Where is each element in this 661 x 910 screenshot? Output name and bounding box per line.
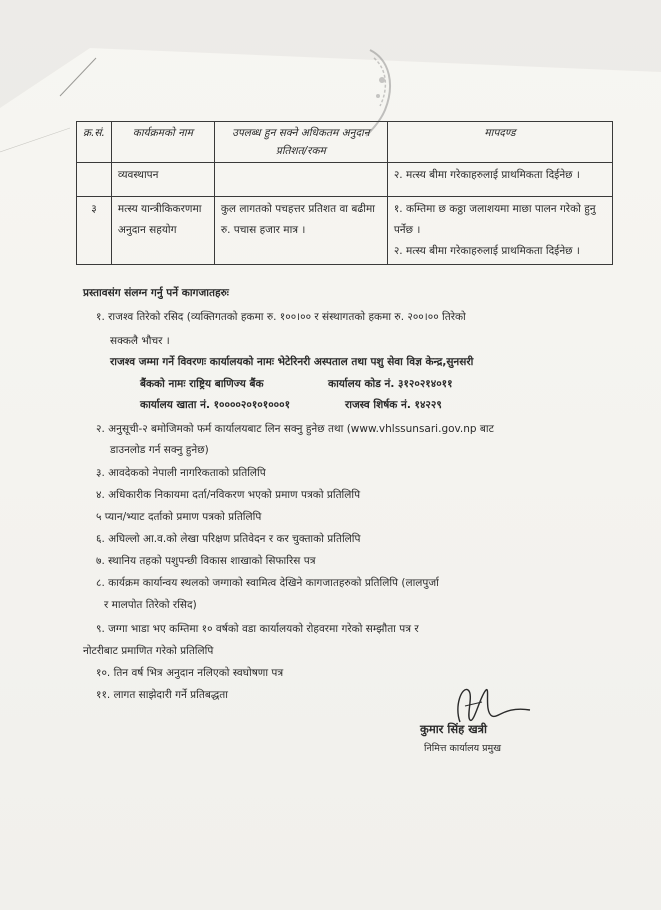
row-sn <box>77 163 112 197</box>
list-item: ८. कार्यक्रम कार्यान्वय स्थलको जग्गाको स्वामित्व देखिने कागजातहरुको प्रतिलिपि (लालपुर्जा <box>96 577 439 589</box>
list-item: ११. लागत साझेदारी गर्ने प्रतिबद्धता <box>96 689 228 701</box>
header-program-name: कार्यक्रमको नाम <box>111 122 214 163</box>
revenue-details: राजश्व जम्मा गर्ने विवरणः कार्यालयको नामः भेटेरिनरी अस्पताल तथा पशु सेवा विज्ञ केन्द्र,सुनसरी <box>110 356 474 368</box>
table-header-row <box>77 122 613 163</box>
table-row <box>77 163 613 197</box>
row-program-name: मत्स्य यान्त्रीकिकरणमा अनुदान सहयोग <box>111 197 214 265</box>
row-criteria <box>387 163 612 197</box>
list-item: ६. अघिल्लो आ.व.को लेखा परिक्षण प्रतिवेदन र कर चुक्ताको प्रतिलिपि <box>96 533 361 545</box>
criteria-item: २. मत्स्य बीमा गरेकाहरुलाई प्राथमिकता दिईनेछ । <box>393 245 580 257</box>
list-item: ४. अधिकारीक निकायमा दर्ता/नविकरण भएको प्रमाण पत्रको प्रतिलिपि <box>96 489 361 501</box>
row-grant: कुल लागतको पचहत्तर प्रतिशत वा बढीमा रु. पचास हजार मात्र । <box>214 197 387 265</box>
signatory-title: निमित्त कार्यालय प्रमुख <box>424 743 502 754</box>
header-sn: क्र.सं. <box>77 122 112 163</box>
revenue-head: राजस्व शिर्षक नं. १४२२९ <box>345 399 442 411</box>
row-sn: ३ <box>77 197 112 265</box>
office-code: कार्यालय कोड नं. ३१२०२१४०११ <box>328 378 453 390</box>
signatory-name: कुमार सिंह खत्री <box>420 722 487 736</box>
list-item: नोटरीबाट प्रमाणित गरेको प्रतिलिपि <box>83 645 214 657</box>
table-row <box>77 197 613 265</box>
criteria-item: १. कम्तिमा छ कठ्ठा जलाशयमा माछा पालन गरेको हुनु पर्नेछ । <box>393 203 596 236</box>
office-account: कार्यालय खाता नं. १००००२०१०१०००१ <box>140 399 291 411</box>
row-criteria <box>387 197 612 265</box>
program-table <box>76 121 613 265</box>
list-item: ७. स्थानिय तहको पशुपन्छी विकास शाखाको सिफारिस पत्र <box>96 555 316 567</box>
list-item: ९. जग्गा भाडा भए कम्तिमा १० वर्षको वडा कार्यालयको रोहवरमा गरेको सम्झौता पत्र र <box>96 623 419 635</box>
list-item: १. राजश्व तिरेको रसिद (व्यक्तिगतको हकमा रु. १००।०० र संस्थागतको हकमा रु. २००।०० तिरेको <box>96 311 466 323</box>
criteria-item: २. मत्स्य बीमा गरेकाहरुलाई प्राथमिकता दिईनेछ । <box>393 169 580 181</box>
list-item: २. अनुसूची-२ बमोजिमको फर्म कार्यालयबाट लिन सक्नु हुनेछ तथा (www.vhlssunsari.gov.np बाट <box>96 423 494 435</box>
list-item: सक्कलै भौचर । <box>110 335 170 347</box>
header-criteria: मापदण्ड <box>387 122 612 163</box>
row-program-name: व्यवस्थापन <box>111 163 214 197</box>
row-grant <box>214 163 387 197</box>
list-item: र मालपोत तिरेको रसिद) <box>104 599 197 611</box>
header-grant: उपलब्ध हुन सक्ने अधिकतम अनुदान प्रतिशत/रकम <box>214 122 387 163</box>
attachments-heading: प्रस्तावसंग संलग्न गर्नु पर्ने कागजातहरुः <box>83 287 229 299</box>
bank-name: बैंकको नामः राष्ट्रिय बाणिज्य बैंक <box>140 378 264 390</box>
list-item: डाउनलोड गर्न सक्नु हुनेछ) <box>110 444 209 456</box>
list-item: ५ प्यान/भ्याट दर्ताको प्रमाण पत्रको प्रतिलिपि <box>96 511 262 523</box>
list-item: ३. आवदेकको नेपाली नागरिकताको प्रतिलिपि <box>96 467 266 479</box>
list-item: १०. तिन वर्ष भित्र अनुदान नलिएको स्वघोषणा पत्र <box>96 667 284 679</box>
